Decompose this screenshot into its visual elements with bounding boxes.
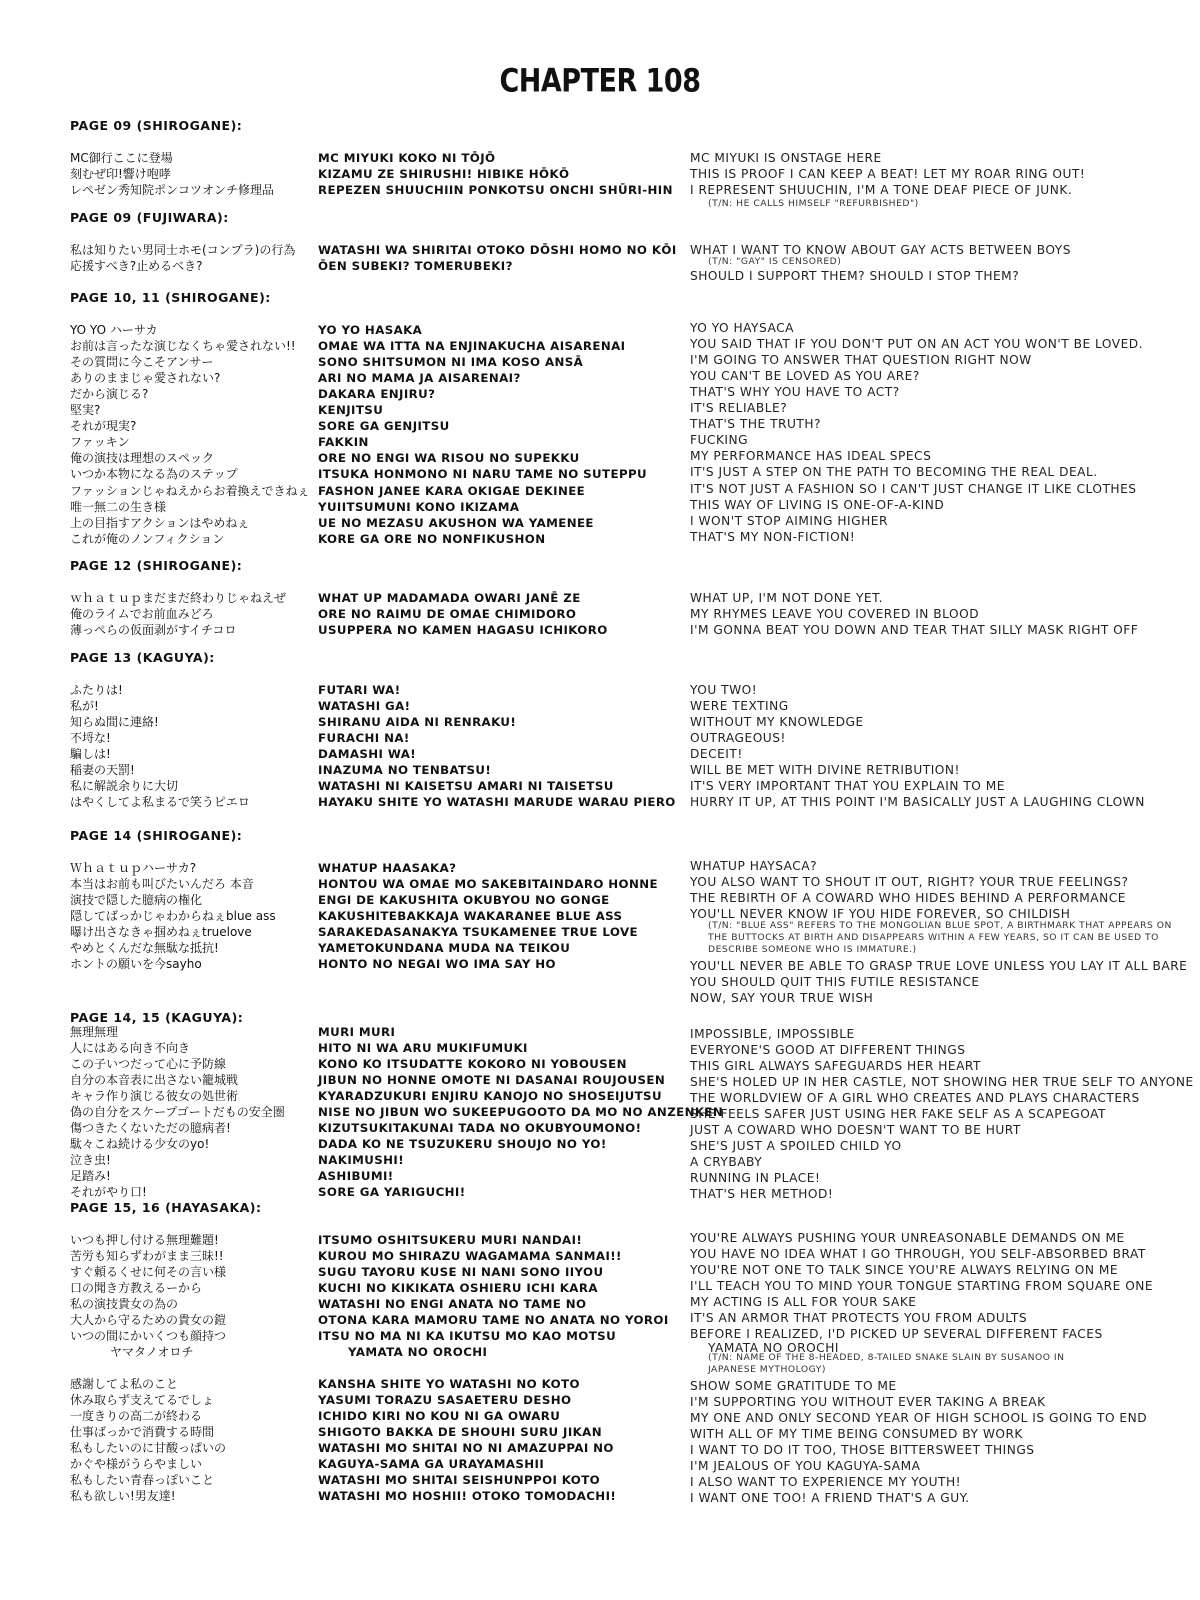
romaji-line: SONO SHITSUMON NI IMA KOSO ANSĀ (318, 355, 584, 370)
japanese-line: やめとくんだな無駄な抵抗! (70, 941, 219, 955)
japanese-line: キャラ作り演じる彼女の処世術 (70, 1089, 239, 1103)
english-line: THIS WAY OF LIVING IS ONE-OF-A-KIND (690, 497, 945, 512)
japanese-line: ふたりは! (70, 683, 123, 697)
romaji-line: KIZAMU ZE SHIRUSHI! HIBIKE HŌKŌ (318, 167, 570, 181)
japanese-line: YO YO ハーサカ (70, 323, 158, 337)
english-line: YOU'RE NOT ONE TO TALK SINCE YOU'RE ALWAYS RELYING ON ME (690, 1263, 1119, 1277)
romaji-line: KYARADZUKURI ENJIRU KANOJO NO SHOSEIJUTSU (318, 1089, 662, 1103)
japanese-line: 俺のライムでお前血みどろ (70, 607, 214, 621)
romaji-line: ASHIBUMI! (318, 1169, 394, 1183)
english-line: THAT'S WHY YOU HAVE TO ACT? (690, 385, 900, 400)
romaji-line: HONTOU WA OMAE MO SAKEBITAINDARO HONNE (318, 877, 658, 891)
japanese-line: 一度きりの高二が終わる (70, 1409, 203, 1423)
english-line: YOU SAID THAT IF YOU DON'T PUT ON AN ACT YOU WON'T BE LOVED. (690, 337, 1144, 352)
romaji-line: KIZUTSUKITAKUNAI TADA NO OKUBYOUMONO! (318, 1121, 642, 1135)
romaji-line: YO YO HASAKA (318, 323, 423, 337)
romaji-line: ORE NO ENGI WA RISOU NO SUPEKKU (318, 451, 580, 466)
translator-note: JAPANESE MYTHOLOGY) (708, 1364, 826, 1375)
japanese-line: いつか本物になる為のステップ (70, 467, 238, 482)
english-line: IT'S NOT JUST A FASHION SO I CAN'T JUST CHANGE IT LIKE CLOTHES (690, 481, 1137, 496)
english-line: FUCKING (690, 433, 749, 448)
romaji-line: DADA KO NE TSUZUKERU SHOUJO NO YO! (318, 1137, 607, 1151)
section-heading: PAGE 09 (SHIROGANE): (70, 118, 243, 133)
japanese-line: 大人から守るための貴女の鎧 (70, 1313, 227, 1327)
japanese-line: それがやり口! (70, 1185, 147, 1199)
english-line: THE REBIRTH OF A COWARD WHO HIDES BEHIND A PERFORMANCE (690, 891, 1126, 905)
japanese-line: 自分の本音表に出さない籠城戦 (70, 1073, 239, 1087)
japanese-line: 知らぬ間に連絡! (70, 715, 159, 729)
romaji-line: WATASHI MO SHITAI NO NI AMAZUPPAI NO (318, 1441, 614, 1455)
romaji-line: SORE GA YARIGUCHI! (318, 1185, 466, 1199)
translator-note: (T/N: "BLUE ASS" REFERS TO THE MONGOLIAN BLUE SPOT, A BIRTHMARK THAT APPEARS ON (708, 920, 1172, 931)
japanese-line: ファッションじゃねえからお着換えできねぇ (70, 483, 310, 498)
romaji-line: DAKARA ENJIRU? (318, 387, 436, 402)
english-line: IT'S RELIABLE? (690, 401, 788, 416)
english-line: THAT'S THE TRUTH? (690, 417, 821, 432)
romaji-line: WATASHI MO HOSHII! OTOKO TOMODACHI! (318, 1489, 617, 1503)
japanese-line: 苦労も知らずわがまま三昧!! (70, 1249, 224, 1263)
romaji-line: YAMETOKUNDANA MUDA NA TEIKOU (318, 941, 571, 955)
english-line: YOU'LL NEVER KNOW IF YOU HIDE FOREVER, SO CHILDISH (690, 907, 1071, 921)
romaji-line: KENJITSU (318, 403, 384, 418)
romaji-line: WATASHI GA! (318, 699, 411, 713)
romaji-line: OMAE WA ITTA NA ENJINAKUCHA AISARENAI (318, 339, 626, 354)
english-line: MY ONE AND ONLY SECOND YEAR OF HIGH SCHOOL IS GOING TO END (690, 1411, 1148, 1425)
english-line: IMPOSSIBLE, IMPOSSIBLE (690, 1027, 855, 1041)
translator-note: (T/N: "GAY" IS CENSORED) (708, 256, 842, 267)
japanese-line: ｗｈａｔｕｐまだまだ終わりじゃねえぜ (70, 591, 287, 605)
english-line: EVERYONE'S GOOD AT DIFFERENT THINGS (690, 1043, 966, 1057)
japanese-line: かぐや様がうらやましい (70, 1457, 203, 1471)
japanese-line: 口の聞き方教えるーから (70, 1281, 203, 1295)
romaji-line: ORE NO RAIMU DE OMAE CHIMIDORO (318, 607, 577, 621)
japanese-line: 私に解説余りに大切 (70, 779, 179, 793)
english-line: I ALSO WANT TO EXPERIENCE MY YOUTH! (690, 1475, 962, 1489)
romaji-line: JIBUN NO HONNE OMOTE NI DASANAI ROUJOUSEN (318, 1073, 666, 1087)
romaji-line: ITSUMO OSHITSUKERU MURI NANDAI! (318, 1233, 583, 1247)
japanese-line: 私もしたいのに甘酸っぱいの (70, 1441, 227, 1455)
english-line: RUNNING IN PLACE! (690, 1171, 821, 1185)
romaji-line: YASUMI TORAZU SASAETERU DESHO (318, 1393, 572, 1407)
english-line: YOU ALSO WANT TO SHOUT IT OUT, RIGHT? YOUR TRUE FEELINGS? (690, 875, 1129, 889)
english-line: SHE FEELS SAFER JUST USING HER FAKE SELF AS A SCAPEGOAT (690, 1107, 1106, 1121)
english-line: I WON'T STOP AIMING HIGHER (690, 513, 888, 528)
romaji-line: KANSHA SHITE YO WATASHI NO KOTO (318, 1377, 580, 1391)
japanese-line: 偽の自分をスケープゴートだもの安全圏 (70, 1105, 285, 1119)
english-line: I'LL TEACH YOU TO MIND YOUR TONGUE STARTING FROM SQUARE ONE (690, 1279, 1154, 1293)
japanese-line: 私も欲しい!男友達! (70, 1489, 176, 1503)
japanese-line: 演技で隠した臆病の権化 (70, 893, 203, 907)
romaji-line: SARAKEDASANAKYA TSUKAMENEE TRUE LOVE (318, 925, 638, 939)
section-heading: PAGE 09 (FUJIWARA): (70, 210, 229, 225)
japanese-line: 上の目指すアクションはやめねぇ (70, 515, 250, 530)
english-line: YOU'LL NEVER BE ABLE TO GRASP TRUE LOVE UNLESS YOU LAY IT ALL BARE (690, 959, 1188, 973)
japanese-line: それが現実? (70, 419, 137, 434)
romaji-line: YAMATA NO OROCHI (348, 1345, 488, 1359)
romaji-line: USUPPERA NO KAMEN HAGASU ICHIKORO (318, 623, 608, 637)
romaji-line: KAKUSHITEBAKKAJA WAKARANEE BLUE ASS (318, 909, 623, 923)
japanese-line: 泣き虫! (70, 1153, 111, 1167)
japanese-line: だから演じる? (70, 387, 149, 402)
japanese-line: Ｗｈａｔｕｐハーサカ? (70, 861, 197, 875)
romaji-line: KAGUYA-SAMA GA URAYAMASHII (318, 1457, 545, 1471)
english-line: IT'S JUST A STEP ON THE PATH TO BECOMING THE REAL DEAL. (690, 465, 1098, 480)
romaji-line: WHAT UP MADAMADA OWARI JANĒ ZE (318, 591, 581, 605)
english-line: MY RHYMES LEAVE YOU COVERED IN BLOOD (690, 607, 980, 621)
japanese-line: 傷つきたくないただの臆病者! (70, 1121, 231, 1135)
japanese-line: 堅実? (70, 403, 101, 418)
english-line: YOU'RE ALWAYS PUSHING YOUR UNREASONABLE DEMANDS ON ME (690, 1231, 1125, 1245)
japanese-line: ホントの願いを今sayho (70, 957, 202, 971)
japanese-line: いつも押し付ける無理難題! (70, 1233, 219, 1247)
romaji-line: WATASHI MO SHITAI SEISHUNPPOI KOTO (318, 1473, 601, 1487)
english-line: MC MIYUKI IS ONSTAGE HERE (690, 151, 882, 165)
japanese-line: お前は言ったな演じなくちゃ愛されない!! (70, 339, 296, 354)
english-line: YOU HAVE NO IDEA WHAT I GO THROUGH, YOU SELF-ABSORBED BRAT (690, 1247, 1146, 1261)
english-line: I REPRESENT SHUUCHIN, I'M A TONE DEAF PIECE OF JUNK. (690, 183, 1073, 197)
romaji-line: ARI NO MAMA JA AISARENAI? (318, 371, 521, 386)
english-line: I'M GOING TO ANSWER THAT QUESTION RIGHT NOW (690, 353, 1032, 368)
japanese-line: 本当はお前も叫びたいんだろ 本音 (70, 877, 254, 891)
japanese-line: 不埒な! (70, 731, 111, 745)
romaji-line: UE NO MEZASU AKUSHON WA YAMENEE (318, 515, 594, 530)
romaji-line: KUCHI NO KIKIKATA OSHIERU ICHI KARA (318, 1281, 598, 1295)
romaji-line: SORE GA GENJITSU (318, 419, 450, 434)
japanese-line: 俺の演技は理想のスペック (70, 451, 215, 466)
english-line: THE WORLDVIEW OF A GIRL WHO CREATES AND PLAYS CHARACTERS (690, 1091, 1140, 1105)
romaji-line: MURI MURI (318, 1025, 396, 1039)
translator-note: (T/N: HE CALLS HIMSELF "REFURBISHED") (708, 198, 919, 209)
japanese-line: 私は知りたい男同士ホモ(コンプラ)の行為 (70, 243, 296, 257)
japanese-line: 曝け出さなきゃ掴めねぇtruelove (70, 925, 252, 939)
japanese-line: 騙しは! (70, 747, 111, 761)
english-line: OUTRAGEOUS! (690, 731, 786, 745)
english-line: HURRY IT UP, AT THIS POINT I'M BASICALLY JUST A LAUGHING CLOWN (690, 795, 1145, 809)
japanese-line: すぐ頼るくせに何その言い様 (70, 1265, 227, 1279)
english-line: YAMATA NO OROCHI (708, 1341, 839, 1355)
japanese-line: いつの間にかいくつも顔持つ (70, 1329, 227, 1343)
romaji-line: WATASHI NI KAISETSU AMARI NI TAISETSU (318, 779, 614, 793)
romaji-line: FURACHI NA! (318, 731, 410, 745)
romaji-line: ICHIDO KIRI NO KOU NI GA OWARU (318, 1409, 561, 1423)
english-line: WITHOUT MY KNOWLEDGE (690, 715, 864, 729)
english-line: THIS GIRL ALWAYS SAFEGUARDS HER HEART (690, 1059, 981, 1073)
translator-note: DESCRIBE SOMEONE WHO IS IMMATURE.) (708, 944, 917, 955)
romaji-line: KUROU MO SHIRAZU WAGAMAMA SANMAI!! (318, 1249, 622, 1263)
japanese-line: はやくしてよ私まるで笑うピエロ (70, 795, 250, 809)
english-line: DECEIT! (690, 747, 743, 761)
romaji-line: OTONA KARA MAMORU TAME NO ANATA NO YOROI (318, 1313, 669, 1327)
english-line: I'M JEALOUS OF YOU KAGUYA-SAMA (690, 1459, 921, 1473)
romaji-line: NISE NO JIBUN WO SUKEEPUGOOTO DA MO NO ANZENKEN (318, 1105, 724, 1119)
section-heading: PAGE 13 (KAGUYA): (70, 650, 215, 665)
section-heading: PAGE 10, 11 (SHIROGANE): (70, 290, 271, 305)
romaji-line: KORE GA ORE NO NONFIKUSHON (318, 531, 546, 546)
japanese-line: これが俺のノンフィクション (70, 531, 225, 546)
english-line: I WANT TO DO IT TOO, THOSE BITTERSWEET THINGS (690, 1443, 1035, 1457)
english-line: I'M SUPPORTING YOU WITHOUT EVER TAKING A BREAK (690, 1395, 1046, 1409)
english-line: MY PERFORMANCE HAS IDEAL SPECS (690, 449, 932, 464)
chapter-title: CHAPTER 108 (499, 62, 701, 101)
translator-note: (T/N: NAME OF THE 8-HEADED, 8-TAILED SNAKE SLAIN BY SUSANOO IN (708, 1352, 1065, 1363)
japanese-line: 刻むぜ印!響け咆哮 (70, 167, 171, 181)
japanese-line: ありのままじゃ愛されない? (70, 371, 221, 386)
english-line: IT'S VERY IMPORTANT THAT YOU EXPLAIN TO ME (690, 779, 1005, 793)
english-line: SHOW SOME GRATITUDE TO ME (690, 1379, 897, 1393)
japanese-line: 私もしたい青春っぽいこと (70, 1473, 215, 1487)
romaji-line: INAZUMA NO TENBATSU! (318, 763, 492, 777)
romaji-line: FASHON JANEE KARA OKIGAE DEKINEE (318, 483, 586, 498)
japanese-line: 仕事ばっかで消費する時間 (70, 1425, 215, 1439)
english-line: I WANT ONE TOO! A FRIEND THAT'S A GUY. (690, 1491, 970, 1505)
english-line: SHOULD I SUPPORT THEM? SHOULD I STOP THEM? (690, 269, 1020, 283)
english-line: WHAT I WANT TO KNOW ABOUT GAY ACTS BETWEEN BOYS (690, 243, 1071, 257)
japanese-line: 駄々こね続ける少女のyo! (70, 1137, 210, 1151)
japanese-line: ファッキン (70, 435, 130, 450)
romaji-line: WATASHI WA SHIRITAI OTOKO DŌSHI HOMO NO KŌI (318, 243, 677, 257)
japanese-line: ヤマタノオロチ (110, 1345, 194, 1359)
english-line: SHE'S JUST A SPOILED CHILD YO (690, 1139, 902, 1153)
english-line: WITH ALL OF MY TIME BEING CONSUMED BY WORK (690, 1427, 1023, 1441)
japanese-line: 人にはある向き不向き (70, 1041, 191, 1055)
romaji-line: FUTARI WA! (318, 683, 401, 697)
english-line: IT'S AN ARMOR THAT PROTECTS YOU FROM ADULTS (690, 1311, 1028, 1325)
english-line: I'M GONNA BEAT YOU DOWN AND TEAR THAT SILLY MASK RIGHT OFF (690, 623, 1139, 637)
japanese-line: 私が! (70, 699, 99, 713)
romaji-line: REPEZEN SHUUCHIIN PONKOTSU ONCHI SHŪRI-HIN (318, 183, 673, 197)
romaji-line: MC MIYUKI KOKO NI TŌJŌ (318, 151, 496, 165)
japanese-line: 休み取らず支えてるでしょ (70, 1393, 214, 1407)
romaji-line: WATASHI NO ENGI ANATA NO TAME NO (318, 1297, 587, 1311)
japanese-line: 応援すべき?止めるべき? (70, 259, 203, 273)
romaji-line: SHIGOTO BAKKA DE SHOUHI SURU JIKAN (318, 1425, 602, 1439)
romaji-line: HONTO NO NEGAI WO IMA SAY HO (318, 957, 556, 971)
romaji-line: HITO NI WA ARU MUKIFUMUKI (318, 1041, 528, 1055)
japanese-line: 隠してばっかじゃわからねぇblue ass (70, 909, 276, 923)
english-line: THAT'S HER METHOD! (690, 1187, 834, 1201)
english-line: NOW, SAY YOUR TRUE WISH (690, 991, 874, 1005)
romaji-line: SHIRANU AIDA NI RENRAKU! (318, 715, 517, 729)
romaji-line: ŌEN SUBEKI? TOMERUBEKI? (318, 259, 513, 273)
english-line: A CRYBABY (690, 1155, 763, 1169)
romaji-line: ITSUKA HONMONO NI NARU TAME NO SUTEPPU (318, 467, 648, 482)
section-heading: PAGE 14 (SHIROGANE): (70, 828, 243, 843)
japanese-line: 感謝してよ私のこと (70, 1377, 179, 1391)
english-line: YO YO HAYSACA (690, 321, 794, 335)
japanese-line: 唯一無二の生き様 (70, 499, 167, 514)
romaji-line: HAYAKU SHITE YO WATASHI MARUDE WARAU PIERO (318, 795, 676, 809)
romaji-line: FAKKIN (318, 435, 369, 450)
english-line: YOU CAN'T BE LOVED AS YOU ARE? (690, 369, 920, 384)
romaji-line: SUGU TAYORU KUSE NI NANI SONO IIYOU (318, 1265, 604, 1279)
english-line: WILL BE MET WITH DIVINE RETRIBUTION! (690, 763, 960, 777)
romaji-line: ENGI DE KAKUSHITA OKUBYOU NO GONGE (318, 893, 610, 907)
romaji-line: ITSU NO MA NI KA IKUTSU MO KAO MOTSU (318, 1329, 617, 1343)
romaji-line: DAMASHI WA! (318, 747, 417, 761)
japanese-line: この子いつだって心に予防線 (70, 1057, 227, 1071)
romaji-line: YUIITSUMUNI KONO IKIZAMA (318, 499, 520, 514)
english-line: WERE TEXTING (690, 699, 789, 713)
english-line: THIS IS PROOF I CAN KEEP A BEAT! LET MY ROAR RING OUT! (690, 167, 1086, 181)
translator-note: THE BUTTOCKS AT BIRTH AND DISAPPEARS WITHIN A FEW YEARS, SO IT CAN BE USED TO (708, 932, 1159, 943)
japanese-line: MC御行ここに登場 (70, 151, 173, 165)
english-line: YOU TWO! (690, 683, 758, 697)
english-line: YOU SHOULD QUIT THIS FUTILE RESISTANCE (690, 975, 980, 989)
english-line: WHATUP HAYSACA? (690, 859, 818, 873)
english-line: MY ACTING IS ALL FOR YOUR SAKE (690, 1295, 917, 1309)
japanese-line: 足踏み! (70, 1169, 111, 1183)
japanese-line: 私の演技貴女の為の (70, 1297, 179, 1311)
english-line: THAT'S MY NON-FICTION! (690, 529, 856, 544)
english-line: JUST A COWARD WHO DOESN'T WANT TO BE HURT (690, 1123, 1021, 1137)
romaji-line: NAKIMUSHI! (318, 1153, 404, 1167)
english-line: BEFORE I REALIZED, I'D PICKED UP SEVERAL DIFFERENT FACES (690, 1327, 1103, 1341)
section-heading: PAGE 15, 16 (HAYASAKA): (70, 1200, 262, 1215)
romaji-line: WHATUP HAASAKA? (318, 861, 457, 875)
section-heading: PAGE 12 (SHIROGANE): (70, 558, 243, 573)
japanese-line: レペゼン秀知院ポンコツオンチ修理品 (70, 183, 275, 197)
japanese-line: その質問に今こそアンサー (70, 355, 214, 370)
section-heading: PAGE 14, 15 (KAGUYA): (70, 1010, 244, 1025)
japanese-line: 稲妻の天罰! (70, 763, 135, 777)
romaji-line: KONO KO ITSUDATTE KOKORO NI YOBOUSEN (318, 1057, 627, 1071)
japanese-line: 薄っぺらの仮面剥がすイチコロ (70, 623, 237, 637)
japanese-line: 無理無理 (70, 1025, 119, 1039)
english-line: SHE'S HOLED UP IN HER CASTLE, NOT SHOWING HER TRUE SELF TO ANYONE (690, 1075, 1194, 1089)
english-line: WHAT UP, I'M NOT DONE YET. (690, 591, 883, 605)
